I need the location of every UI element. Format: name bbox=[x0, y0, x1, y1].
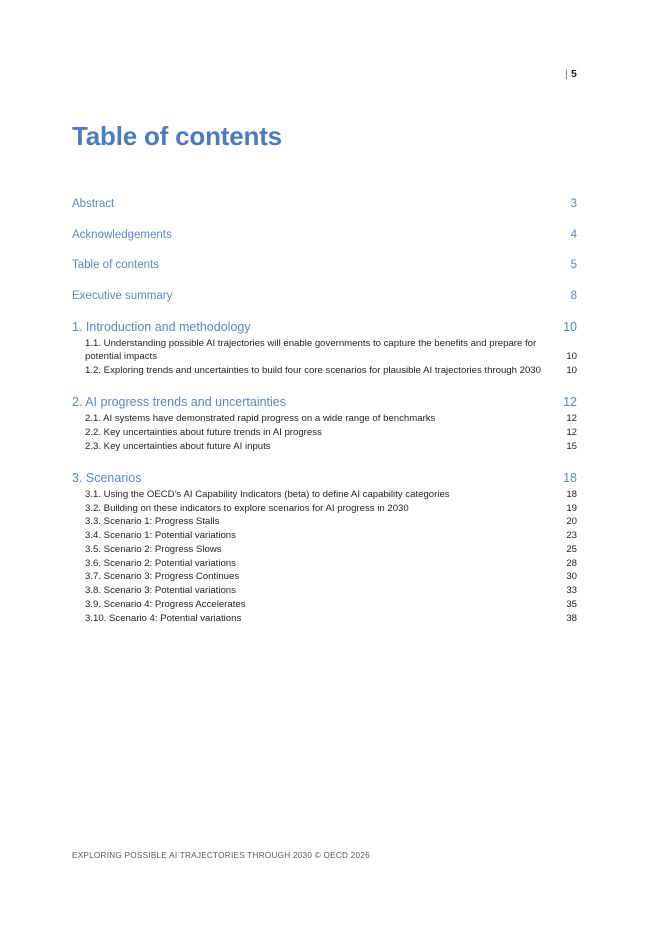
toc-subsection-entry[interactable] bbox=[85, 543, 577, 556]
toc-subsection-entry[interactable] bbox=[85, 502, 577, 515]
toc-entry-page: 8 bbox=[570, 289, 577, 302]
toc-subsection-label: 3.3. Scenario 1: Progress Stalls bbox=[85, 516, 220, 528]
toc-subsection-page: 12 bbox=[566, 426, 577, 438]
toc-front-entry[interactable] bbox=[72, 290, 577, 302]
toc-entry-label: Abstract bbox=[72, 198, 115, 210]
toc-section-entry[interactable] bbox=[72, 471, 577, 485]
toc-subsection-page: 30 bbox=[566, 571, 577, 583]
toc-subsection-entry[interactable] bbox=[85, 612, 577, 625]
toc-subsection-entry[interactable] bbox=[85, 412, 577, 425]
page-footer: EXPLORING POSSIBLE AI TRAJECTORIES THROUGH 2030 © OECD 2026 bbox=[72, 851, 370, 860]
toc-subsection-page: 38 bbox=[566, 612, 577, 624]
toc-subsection-page: 25 bbox=[566, 543, 577, 555]
toc-subsection-label: 3.4. Scenario 1: Potential variations bbox=[85, 530, 236, 542]
toc-subsection-label: 3.6. Scenario 2: Potential variations bbox=[85, 557, 236, 569]
toc-subsection-label: 2.3. Key uncertainties about future AI inputs bbox=[85, 440, 271, 452]
toc-subsection-label: 3.10. Scenario 4: Potential variations bbox=[85, 612, 242, 624]
toc-subsection-page: 28 bbox=[566, 557, 577, 569]
toc-entry-label: Acknowledgements bbox=[72, 228, 172, 241]
toc-subsection-page: 23 bbox=[566, 530, 577, 542]
toc-subsection-label: 3.1. Using the OECD’s AI Capability Indicators (beta) to define AI capability categories bbox=[85, 488, 450, 500]
toc-subsection-entry[interactable] bbox=[85, 584, 577, 597]
toc-subsection-label: 3.9. Scenario 4: Progress Accelerates bbox=[85, 598, 246, 610]
toc-subsection-page: 10 bbox=[566, 364, 577, 376]
header-rule-glyph: | bbox=[565, 68, 568, 80]
toc-subsection-entry[interactable] bbox=[85, 488, 577, 501]
toc-subsection-entry[interactable] bbox=[85, 515, 577, 528]
toc-subsection-label: 2.2. Key uncertainties about future trends in AI progress bbox=[85, 426, 322, 438]
toc-subsection-page: 12 bbox=[566, 413, 577, 425]
toc-subsection-entry[interactable] bbox=[85, 529, 577, 542]
toc-subsection-label: 3.5. Scenario 2: Progress Slows bbox=[85, 543, 222, 555]
toc-section-page: 12 bbox=[563, 395, 577, 410]
toc-front-entry[interactable] bbox=[72, 259, 577, 271]
toc-section-label: 3. Scenarios bbox=[72, 470, 142, 485]
toc-section-label: 1. Introduction and methodology bbox=[72, 320, 251, 334]
toc-subsection-page: 10 bbox=[566, 351, 577, 363]
toc-section-entry[interactable] bbox=[72, 395, 577, 409]
toc-subsection-label: 3.2. Building on these indicators to explore scenarios for AI progress in 2030 bbox=[85, 502, 409, 514]
toc-entry-page: 4 bbox=[570, 228, 577, 241]
toc-subsection-label: 3.8. Scenario 3: Potential variations bbox=[85, 585, 236, 597]
toc-subsection-entry[interactable] bbox=[85, 337, 577, 363]
toc-subsection-entry[interactable] bbox=[85, 598, 577, 611]
toc-front-entry[interactable] bbox=[72, 198, 577, 210]
toc-subsection-entry[interactable] bbox=[85, 570, 577, 583]
toc-subsection-page: 20 bbox=[566, 516, 577, 528]
toc-section-entry[interactable] bbox=[72, 320, 577, 334]
toc-entry-page: 3 bbox=[570, 198, 577, 210]
toc-subsection-page: 33 bbox=[566, 585, 577, 597]
header-page-number: 5 bbox=[570, 68, 577, 80]
toc-section-page: 18 bbox=[563, 470, 577, 485]
running-header bbox=[565, 68, 577, 80]
toc-subsection-label: 1.2. Exploring trends and uncertainties to build four core scenarios for plausible AI trajectories through 2030 bbox=[85, 364, 541, 376]
toc-entry-label: Table of contents bbox=[72, 259, 159, 271]
toc-subsection-page: 15 bbox=[566, 440, 577, 452]
toc-subsection-entry[interactable] bbox=[85, 557, 577, 570]
toc-subsection-page: 19 bbox=[566, 502, 577, 514]
toc-entry-page: 5 bbox=[570, 259, 577, 271]
toc-entry-label: Executive summary bbox=[72, 289, 173, 302]
page-title: Table of contents bbox=[72, 121, 282, 152]
toc-subsection-label: 1.1. Understanding possible AI trajectories will enable governments to capture the benefits and prepare for potential impacts bbox=[85, 338, 537, 363]
toc-section-label: 2. AI progress trends and uncertainties bbox=[72, 395, 287, 410]
toc-subsection-page: 35 bbox=[566, 598, 577, 610]
table-of-contents bbox=[72, 198, 577, 625]
toc-front-entry[interactable] bbox=[72, 229, 577, 241]
toc-subsection-label: 2.1. AI systems have demonstrated rapid progress on a wide range of benchmarks bbox=[85, 413, 436, 425]
toc-section-page: 10 bbox=[563, 320, 577, 334]
toc-subsection-page: 18 bbox=[566, 488, 577, 500]
toc-subsection-entry[interactable] bbox=[85, 364, 577, 377]
toc-subsection-entry[interactable] bbox=[85, 426, 577, 439]
toc-subsection-entry[interactable] bbox=[85, 440, 577, 453]
toc-subsection-label: 3.7. Scenario 3: Progress Continues bbox=[85, 571, 240, 583]
